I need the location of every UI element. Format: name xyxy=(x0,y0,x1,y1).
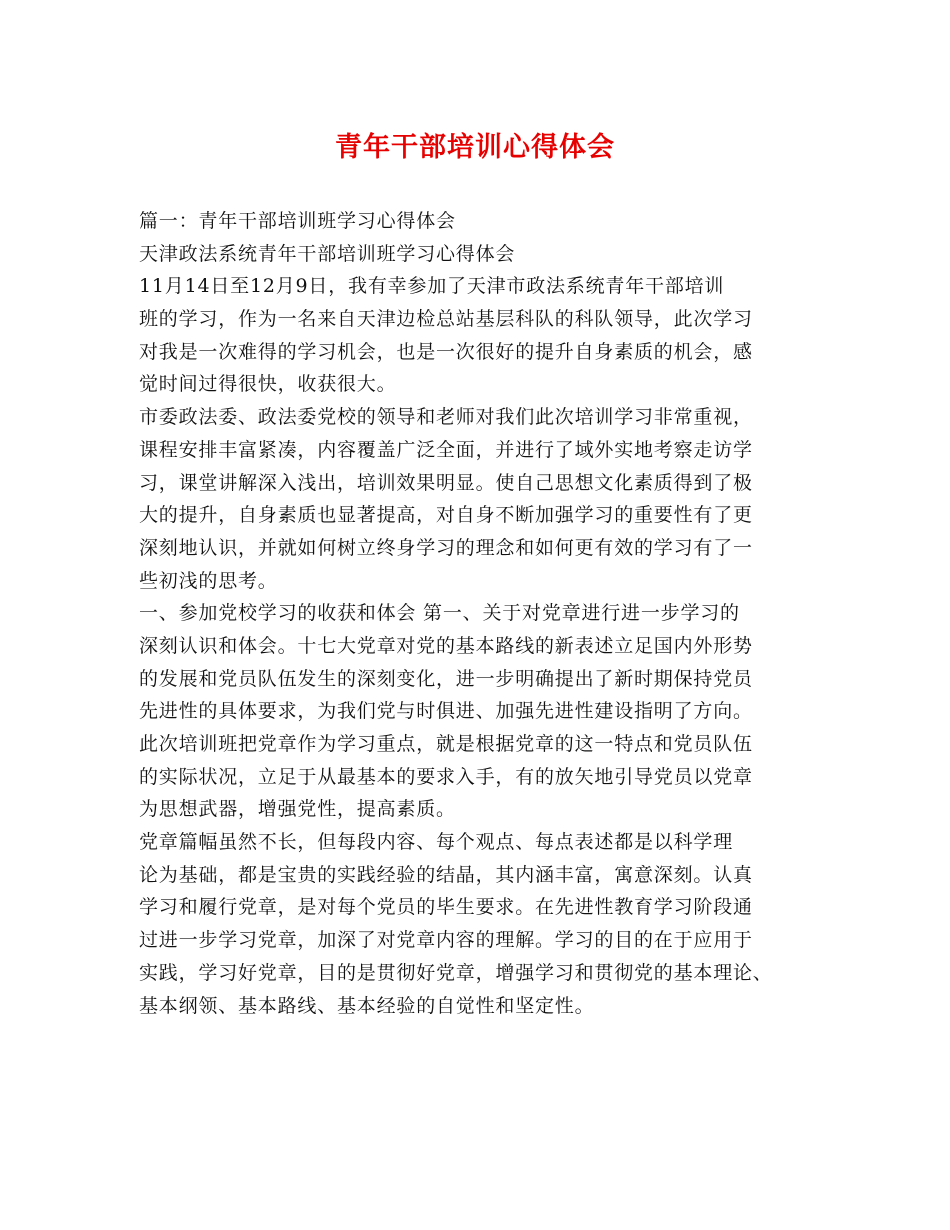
text-line: 课程安排丰富紧凑，内容覆盖广泛全面，并进行了域外实地考察走访学 xyxy=(139,438,753,461)
text-line: 过进一步学习党章，加深了对党章内容的理解。学习的目的在于应用于 xyxy=(139,929,753,952)
text-line: 此次培训班把党章作为学习重点，就是根据党章的这一特点和党员队伍 xyxy=(139,733,753,755)
text-line: 为思想武器，增强党性，提高素质。 xyxy=(139,798,456,821)
text-line: 论为基础，都是宝贵的实践经验的结晶，其内涵丰富，寓意深刻。认真 xyxy=(139,863,753,886)
text-line: 一、参加党校学习的收获和体会 第一、关于对党章进行进一步学习的 xyxy=(139,602,740,625)
text-line: 深刻地认识，并就如何树立终身学习的理念和如何更有效的学习有了一 xyxy=(139,536,753,559)
text-line: 党章篇幅虽然不长，但每段内容、每个观点、每点表述都是以科学理 xyxy=(139,831,734,854)
text-line: 的发展和党员队伍发生的深刻变化，进一步明确提出了新时期保持党员 xyxy=(139,667,753,690)
text-line: 基本纲领、基本路线、基本经验的自觉性和坚定性。 xyxy=(139,994,595,1017)
document-body xyxy=(139,205,819,1022)
text-line: 大的提升，自身素质也显著提高，对自身不断加强学习的重要性有了更 xyxy=(139,504,753,527)
text-line: 市委政法委、政法委党校的领导和老师对我们此次培训学习非常重视， xyxy=(139,406,753,429)
text-line: 班的学习，作为一名来自天津边检总站基层科队的科队领导，此次学习 xyxy=(139,308,753,331)
text-line: 天津政法系统青年干部培训班学习心得体会 xyxy=(139,242,516,265)
text-line: 篇一：青年干部培训班学习心得体会 xyxy=(139,210,456,232)
text-line: 些初浅的思考。 xyxy=(139,569,278,592)
text-line: 实践，学习好党章，目的是贯彻好党章，增强学习和贯彻党的基本理论、 xyxy=(139,961,773,984)
text-line: 的实际状况，立足于从最基本的要求入手，有的放矢地引导党员以党章 xyxy=(139,765,753,788)
text-line: 先进性的具体要求，为我们党与时俱进、加强先进性建设指明了方向。 xyxy=(139,700,753,723)
text-line: 对我是一次难得的学习机会，也是一次很好的提升自身素质的机会，感 xyxy=(139,340,753,363)
text-line: 11月14日至12月9日，我有幸参加了天津市政法系统青年干部培训 xyxy=(139,275,725,298)
text-line: 深刻认识和体会。十七大党章对党的基本路线的新表述立足国内外形势 xyxy=(139,634,753,657)
text-line: 学习和履行党章，是对每个党员的毕生要求。在先进性教育学习阶段通 xyxy=(139,896,753,919)
text-line: 觉时间过得很快，收获很大。 xyxy=(139,373,397,396)
text-line: 习，课堂讲解深入浅出，培训效果明显。使自己思想文化素质得到了极 xyxy=(139,471,753,494)
page-title: 青年干部培训心得体会 xyxy=(335,132,615,163)
